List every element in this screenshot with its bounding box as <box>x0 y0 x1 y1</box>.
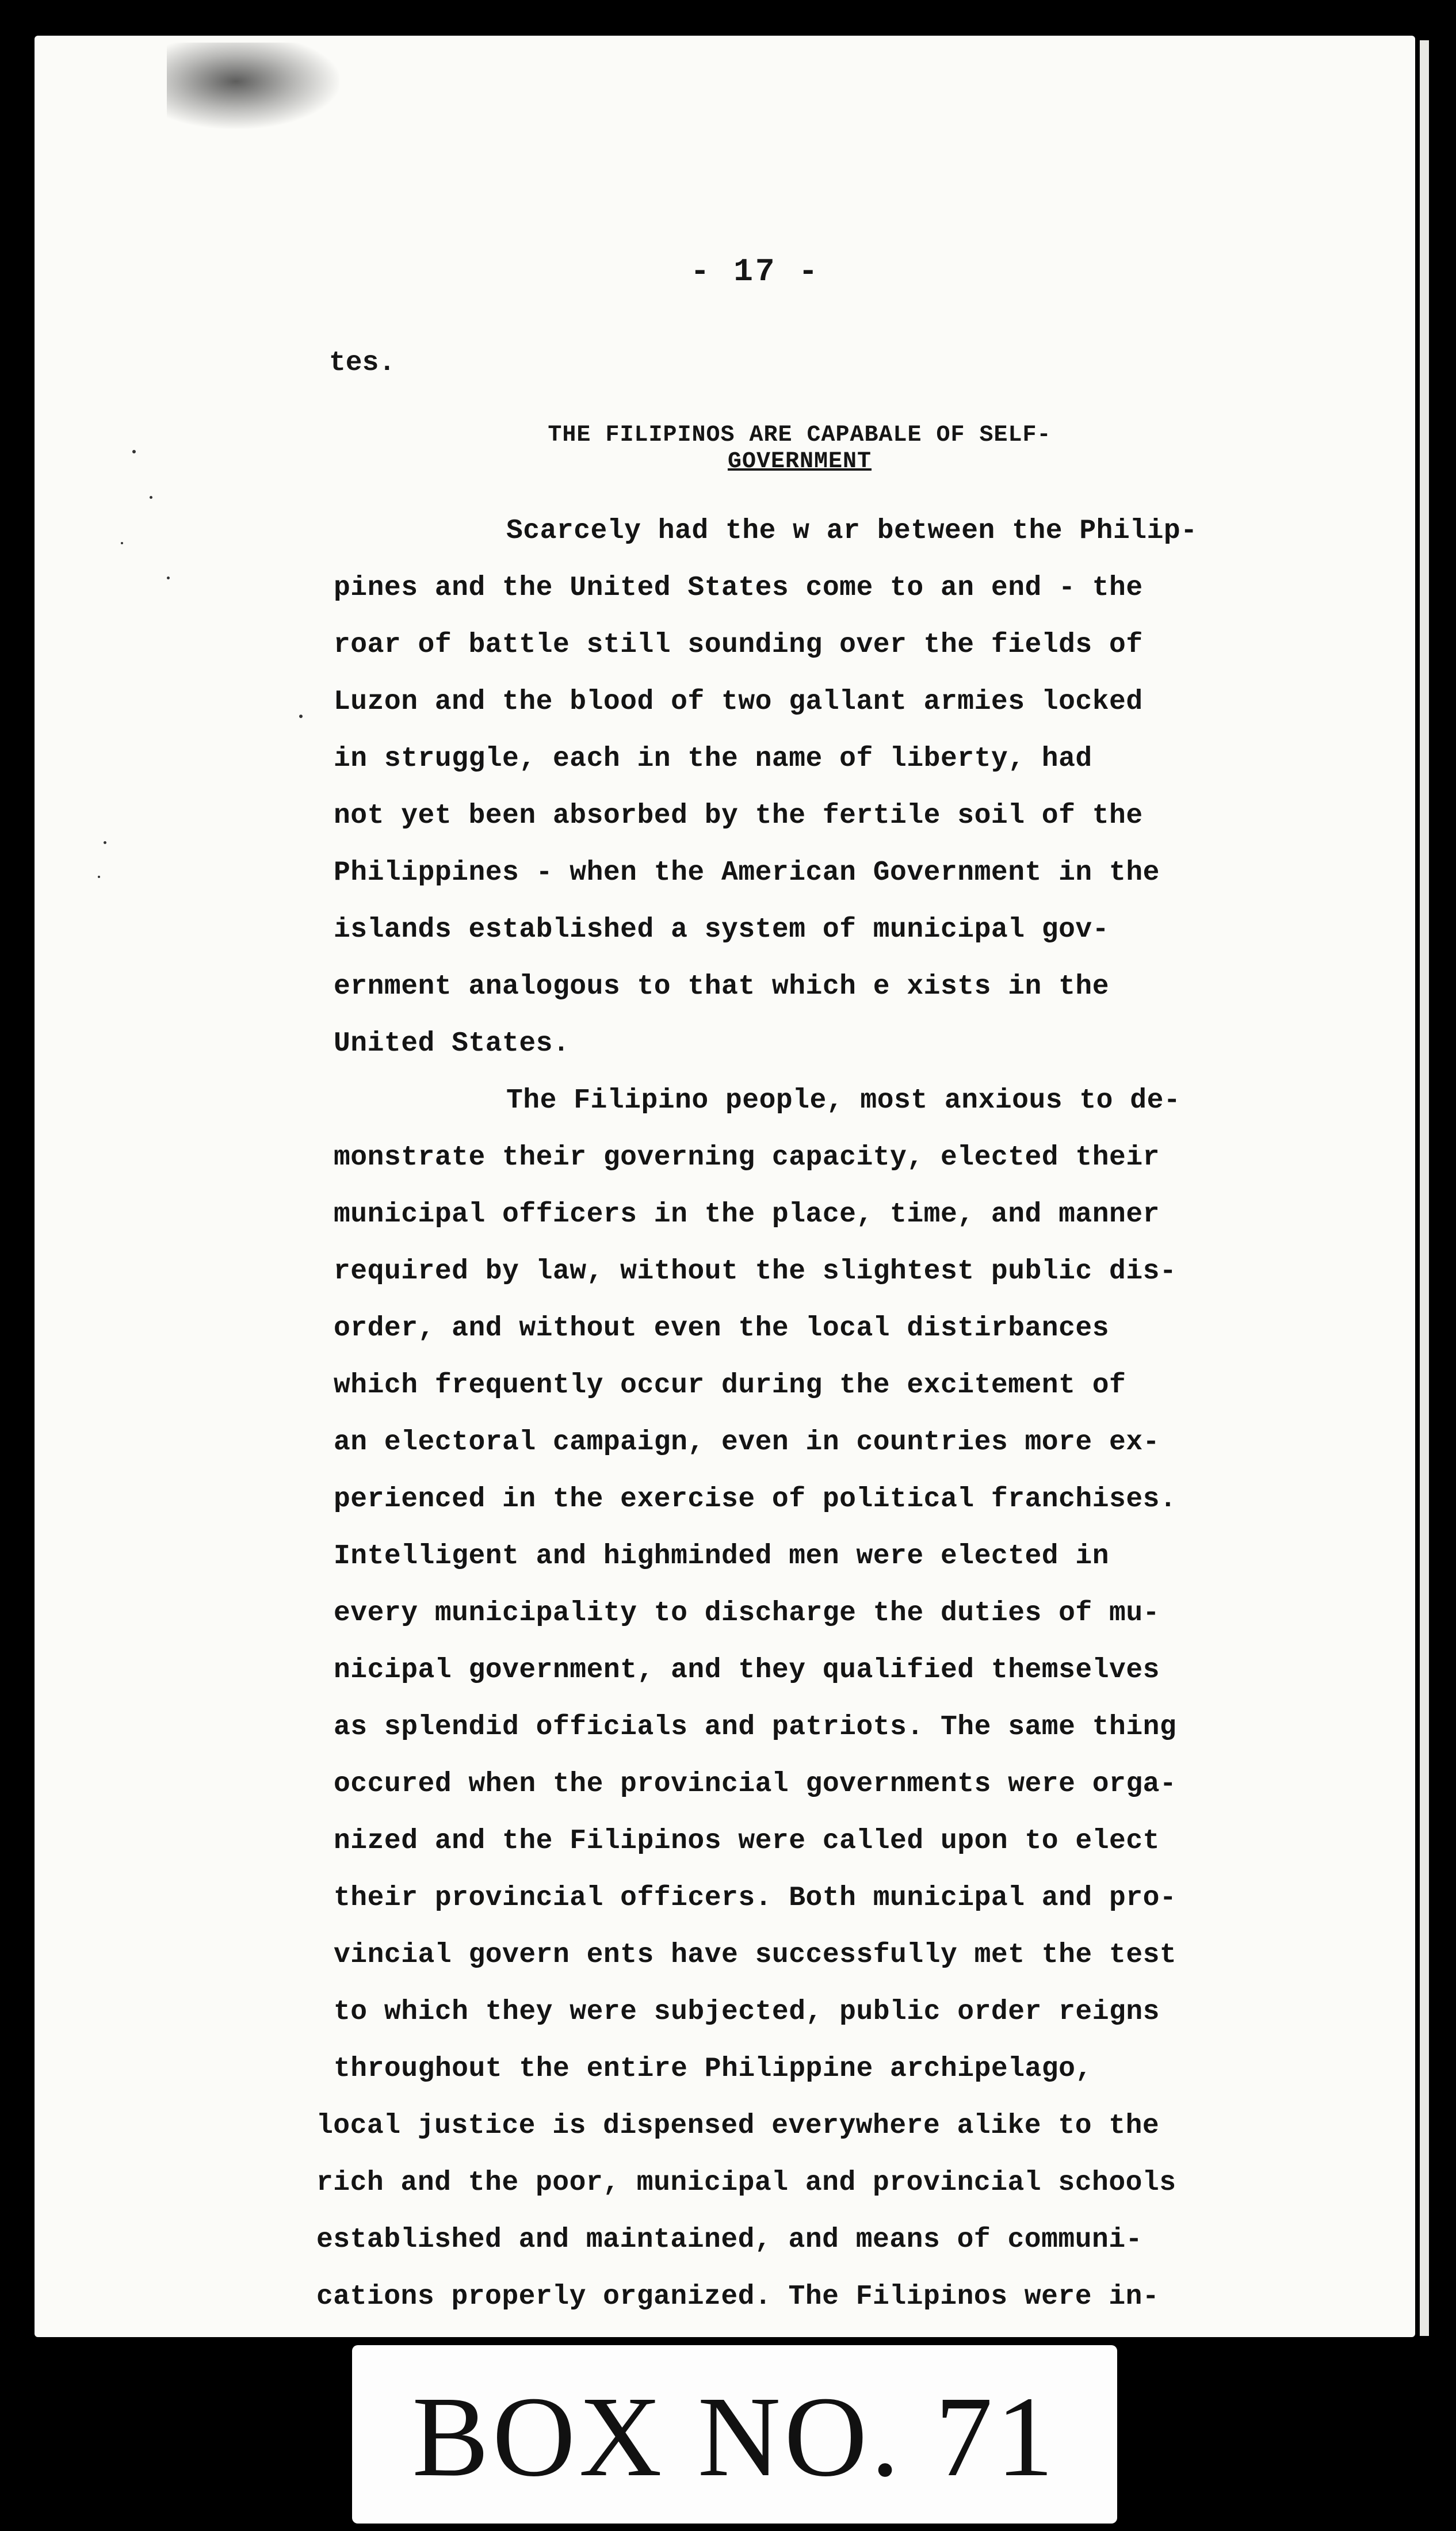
text-line: occured when the provincial governments were orga- <box>334 1769 1177 1800</box>
archive-box-label <box>352 2345 1117 2524</box>
text-line: The Filipino people, most anxious to de- <box>506 1085 1181 1116</box>
heading-line-2: GOVERNMENT <box>727 449 872 475</box>
text-line: in struggle, each in the name of liberty, had <box>334 743 1092 774</box>
box-number: BOX NO. 71 <box>412 2373 1057 2501</box>
speck <box>299 715 303 718</box>
text-line: to which they were subjected, public order reigns <box>334 1996 1160 2028</box>
text-line: every municipality to discharge the duties of mu- <box>334 1598 1160 1629</box>
ink-smudge <box>167 43 339 129</box>
heading-line-1: THE FILIPINOS ARE CAPABALE OF SELF- <box>548 422 1052 448</box>
speck <box>167 577 170 579</box>
page-edge <box>1420 40 1429 2336</box>
page-number: - 17 - <box>690 253 820 290</box>
text-line: nized and the Filipinos were called upon to elect <box>334 1826 1160 1857</box>
text-line: Scarcely had the w ar between the Philip- <box>506 516 1198 547</box>
continuation-word: tes. <box>329 348 396 379</box>
text-line: as splendid officials and patriots. The same thing <box>334 1712 1177 1743</box>
text-line: islands established a system of municipal gov- <box>334 914 1110 945</box>
text-line: ernment analogous to that which e xists in the <box>334 971 1110 1002</box>
text-line: cations properly organized. The Filipinos were in- <box>316 2281 1160 2312</box>
text-line: an electoral campaign, even in countries more ex- <box>334 1427 1160 1458</box>
text-line: vincial govern ents have successfully met the test <box>334 1940 1177 1971</box>
text-line: United States. <box>334 1028 570 1059</box>
text-line: Philippines - when the American Government in the <box>334 857 1160 888</box>
text-line: monstrate their governing capacity, elected their <box>334 1142 1160 1173</box>
document-page <box>35 36 1415 2337</box>
text-line: pines and the United States come to an end - the <box>334 572 1143 604</box>
body-text <box>316 503 1254 2326</box>
text-line: Intelligent and highminded men were elected in <box>334 1541 1110 1572</box>
text-line: throughout the entire Philippine archipelago, <box>334 2053 1092 2085</box>
speck <box>98 876 100 878</box>
text-line: rich and the poor, municipal and provincial schools <box>316 2167 1176 2198</box>
speck <box>121 542 123 544</box>
text-line: order, and without even the local distirbances <box>334 1313 1110 1344</box>
text-line: not yet been absorbed by the fertile soil of the <box>334 800 1143 831</box>
speck <box>132 450 136 453</box>
speck <box>150 496 152 499</box>
section-heading <box>437 422 1162 475</box>
text-line: nicipal government, and they qualified themselves <box>334 1655 1160 1686</box>
text-line: local justice is dispensed everywhere alike to the <box>316 2110 1160 2141</box>
text-line: established and maintained, and means of communi- <box>316 2224 1142 2255</box>
speck <box>104 841 106 844</box>
text-line: roar of battle still sounding over the fields of <box>334 629 1143 661</box>
text-line: Luzon and the blood of two gallant armies locked <box>334 686 1143 717</box>
text-line: their provincial officers. Both municipal and pro- <box>334 1883 1177 1914</box>
text-line: perienced in the exercise of political franchises. <box>334 1484 1177 1515</box>
text-line: required by law, without the slightest public dis- <box>334 1256 1177 1287</box>
text-line: municipal officers in the place, time, and manner <box>334 1199 1160 1230</box>
text-line: which frequently occur during the excitement of <box>334 1370 1126 1401</box>
